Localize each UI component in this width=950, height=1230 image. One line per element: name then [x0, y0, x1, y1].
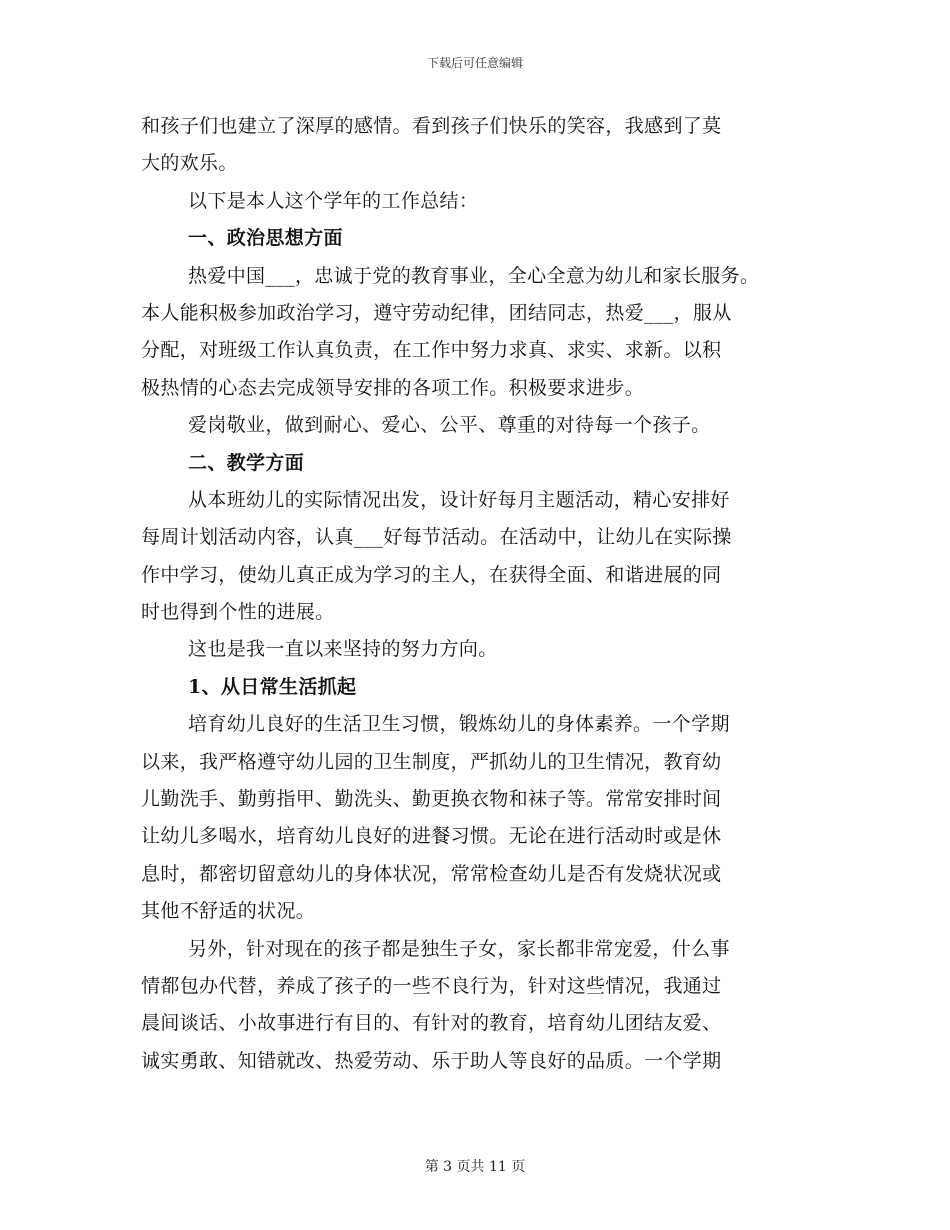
- text-line: 作中学习，使幼儿真正成为学习的主人，在获得全面、和谐进展的同: [141, 563, 722, 586]
- text-line: 晨间谈话、小故事进行有目的、有针对的教育，培育幼儿团结友爱、: [141, 1012, 722, 1035]
- page-number: 第 3 页共 11 页: [424, 1159, 526, 1175]
- document-body: [141, 108, 809, 1080]
- text-line: 极热情的心态去完成领导安排的各项工作。积极要求进步。: [141, 376, 645, 399]
- text-line: 时也得到个性的进展。: [141, 601, 335, 624]
- text-line: 让幼儿多喝水，培育幼儿良好的进餐习惯。无论在进行活动时或是休: [141, 825, 722, 848]
- text-line: 另外，针对现在的孩子都是独生子女，家长都非常宠爱，什么事: [188, 937, 730, 960]
- section-heading: 一、政治思想方面: [188, 227, 343, 250]
- section-heading: 1、从日常生活抓起: [188, 675, 357, 698]
- text-line: 每周计划活动内容，认真___好每节活动。在活动中，让幼儿在实际操: [141, 526, 732, 549]
- text-line: 诚实勇敢、知错就改、热爱劳动、乐于助人等良好的品质。一个学期: [141, 1049, 722, 1072]
- section-heading: 二、教学方面: [188, 451, 305, 474]
- text-line: 和孩子们也建立了深厚的感情。看到孩子们快乐的笑容，我感到了莫: [141, 115, 722, 137]
- text-line: 热爱中国___，忠诚于党的教育事业，全心全意为幼儿和家长服务。: [188, 264, 760, 287]
- text-line: 其他不舒适的状况。: [141, 900, 316, 923]
- text-line: 息时，都密切留意幼儿的身体状况，常常检查幼儿是否有发烧状况或: [141, 862, 722, 885]
- text-line: 从本班幼儿的实际情况出发，设计好每月主题活动，精心安排好: [188, 488, 730, 511]
- text-line: 这也是我一直以来坚持的努力方向。: [188, 638, 498, 661]
- text-line: 本人能积极参加政治学习，遵守劳动纪律，团结同志，热爱___，服从: [141, 301, 732, 324]
- text-line: 以下是本人这个学年的工作总结：: [188, 189, 479, 212]
- text-line: 分配，对班级工作认真负责，在工作中努力求真、求实、求新。以积: [141, 339, 722, 362]
- text-line: 培育幼儿良好的生活卫生习惯，锻炼幼儿的身体素养。一个学期: [188, 713, 730, 736]
- text-line: 情都包办代替，养成了孩子的一些不良行为，针对这些情况，我通过: [141, 974, 722, 997]
- text-line: 以来，我严格遵守幼儿园的卫生制度，严抓幼儿的卫生情况，教育幼: [141, 750, 722, 773]
- text-line: 爱岗敬业，做到耐心、爱心、公平、尊重的对待每一个孩子。: [188, 414, 711, 437]
- text-line: 儿勤洗手、勤剪指甲、勤洗头、勤更换衣物和袜子等。常常安排时间: [141, 788, 722, 811]
- text-line: 大的欢乐。: [141, 152, 238, 175]
- page-header: 下载后可任意编辑: [426, 56, 523, 70]
